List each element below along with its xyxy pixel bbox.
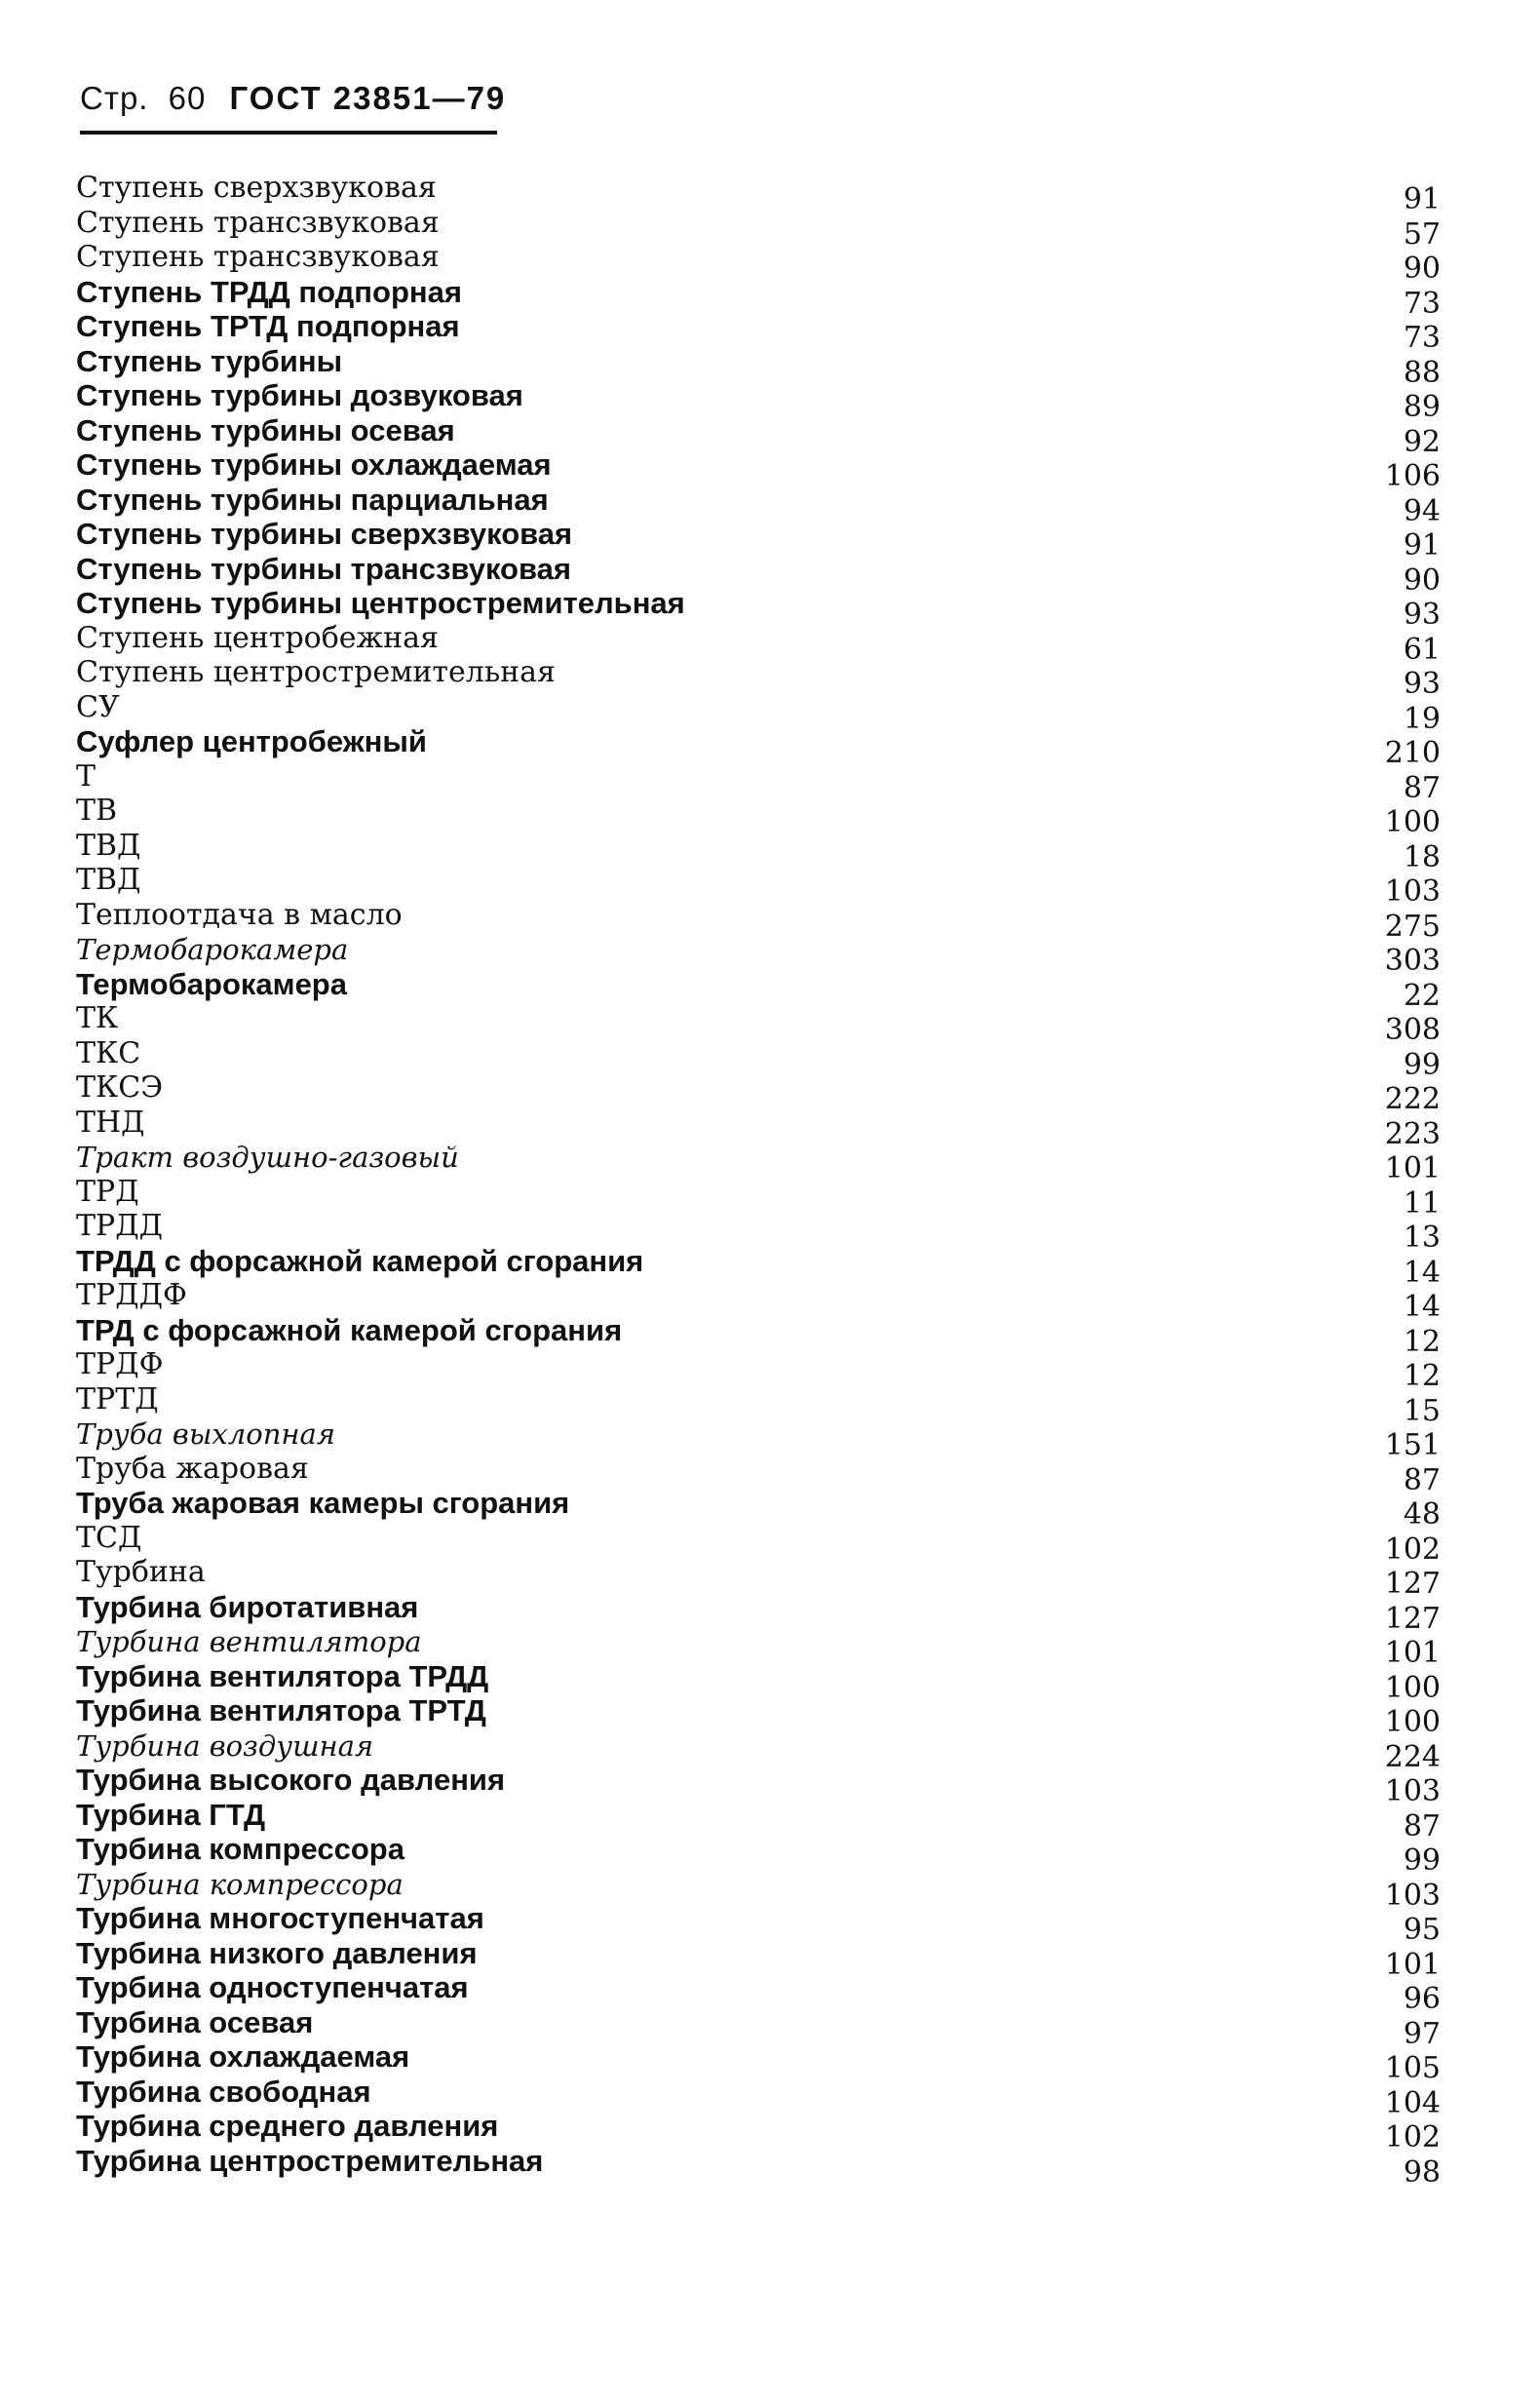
page-reference: 224 [1384, 1739, 1441, 1774]
index-term: ТВ [76, 794, 118, 828]
index-term: ТРТД [76, 1381, 159, 1416]
page-reference: 48 [1403, 1497, 1441, 1532]
index-entry [58, 966, 1462, 1013]
index-term: Ступень центростремительная [76, 655, 556, 689]
index-entry [58, 1763, 1462, 1808]
index-term: Ступень сверхзвуковая [76, 171, 437, 205]
index-term: Турбина компрессора [76, 1867, 404, 1901]
index-entry [58, 863, 1462, 909]
page-reference: 57 [1403, 216, 1441, 252]
page-reference: 210 [1384, 736, 1441, 770]
index-term: Турбина компрессора [76, 1832, 404, 1866]
page-reference: 101 [1384, 1151, 1441, 1185]
index-term: Тракт воздушно-газовый [76, 1141, 459, 1174]
index-term: ТРД [76, 1174, 139, 1209]
index-term: Ступень турбины центростремительная [76, 586, 685, 620]
index-term: Турбина центростремительная [76, 2143, 544, 2178]
page-reference: 12 [1403, 1359, 1441, 1393]
index-term: Турбина вентилятора [76, 1625, 422, 1658]
index-term: Турбина осевая [76, 2004, 314, 2039]
index-entry [58, 1381, 1462, 1428]
index-entry [58, 309, 1462, 355]
page-reference: 102 [1384, 2120, 1441, 2154]
index-entry [58, 1935, 1462, 1982]
index-term: Турбина охлаждаемая [76, 2039, 410, 2074]
index-entry [58, 2109, 1462, 2154]
page-reference: 99 [1403, 1843, 1441, 1878]
page-reference: 102 [1384, 1532, 1441, 1567]
index-entry [58, 1070, 1462, 1116]
page-reference: 308 [1384, 1013, 1441, 1047]
page-reference: 92 [1403, 424, 1441, 459]
index-term: Турбина [76, 1555, 206, 1589]
index-term: Ступень ТРТД подпорная [76, 309, 460, 343]
page-reference: 14 [1403, 1255, 1441, 1290]
index-entry [58, 1174, 1462, 1221]
page-reference: 100 [1384, 1670, 1441, 1705]
index-term: Т [76, 758, 96, 794]
page-reference: 90 [1403, 563, 1441, 598]
page-reference: 96 [1403, 1982, 1441, 2016]
page-reference: 127 [1384, 1567, 1441, 1601]
index-entry [58, 1347, 1462, 1393]
index-term: ТРДД с форсажной камерой сгорания [76, 1243, 644, 1278]
index-term: СУ [76, 689, 120, 724]
index-entry [58, 447, 1462, 493]
index-term: Труба жаровая камеры сгорания [76, 1486, 570, 1520]
page-reference: 95 [1403, 1913, 1441, 1947]
page-reference: 99 [1403, 1047, 1441, 1082]
index-entry [58, 2004, 1462, 2051]
index-entry [58, 1141, 1462, 1185]
page-reference: 90 [1403, 252, 1441, 286]
index-entry [58, 655, 1462, 701]
page-reference: 103 [1384, 1774, 1441, 1808]
index-entry [58, 517, 1462, 563]
index-entry [58, 1867, 1462, 1913]
index-term: Турбина низкого давления [76, 1935, 478, 1970]
index-entry [58, 1658, 1462, 1705]
page-reference: 88 [1403, 355, 1441, 390]
page-reference: 101 [1384, 1636, 1441, 1670]
page-reference: 101 [1384, 1947, 1441, 1982]
standard-designation: ГОСТ 23851—79 [229, 80, 507, 116]
page-reference: 303 [1384, 944, 1441, 978]
page-reference: 73 [1403, 321, 1441, 355]
index-term: Ступень трансзвуковая [76, 240, 440, 274]
index-term: Ступень турбины парциальная [76, 482, 549, 517]
index-term: Ступень центробежная [76, 620, 439, 655]
index-term: Термобарокамера [76, 933, 349, 966]
index-term: ТСД [76, 1520, 142, 1555]
index-entry [58, 724, 1462, 770]
page-reference: 91 [1403, 182, 1441, 216]
index-term: Турбина среднего давления [76, 2109, 499, 2143]
page-reference: 12 [1403, 1324, 1441, 1359]
index-term: Ступень турбины трансзвуковая [76, 551, 571, 586]
index-term: Термобарокамера [76, 966, 347, 1001]
index-term: Ступень турбины дозвуковая [76, 378, 523, 412]
index-entry [58, 1278, 1462, 1324]
index-entry [58, 1035, 1462, 1082]
index-entry [58, 1243, 1462, 1290]
index-term: Турбина многоступенчатая [76, 1901, 484, 1935]
index-term: ТРДД [76, 1209, 163, 1243]
page-reference: 151 [1384, 1428, 1441, 1462]
page-reference: 100 [1384, 1705, 1441, 1739]
page-reference: 103 [1384, 874, 1441, 909]
index-term: ТРД с форсажной камерой сгорания [76, 1312, 623, 1347]
index-term: Турбина одноступенчатая [76, 1970, 469, 2004]
index-term: Турбина вентилятора ТРДД [76, 1658, 489, 1693]
index-term: Ступень ТРДД подпорная [76, 274, 462, 309]
page-header [80, 80, 506, 117]
index-term: Ступень трансзвуковая [76, 205, 440, 240]
index-entry [58, 1589, 1462, 1636]
index-term: ТК [76, 1001, 119, 1035]
index-term: Ступень турбины охлаждаемая [76, 447, 552, 482]
index-term: Труба выхлопная [76, 1417, 335, 1451]
page-reference: 93 [1403, 598, 1441, 632]
header-rule [80, 131, 497, 135]
page-reference: 87 [1403, 770, 1441, 805]
index-term: Теплоотдача в масло [76, 897, 403, 932]
index-term: ТКСЭ [76, 1070, 164, 1105]
page-reference: 89 [1403, 390, 1441, 424]
index-entry [58, 1417, 1462, 1462]
index-term: Ступень турбины [76, 343, 343, 378]
page-reference: 61 [1403, 632, 1441, 667]
index-entry [58, 1451, 1462, 1497]
page-reference: 11 [1403, 1185, 1441, 1221]
page-reference: 103 [1384, 1878, 1441, 1913]
index-entry [58, 2039, 1462, 2085]
index-term: Ступень турбины сверхзвуковая [76, 517, 573, 551]
index-entry [58, 1520, 1462, 1567]
index-entry [58, 1832, 1462, 1878]
page-reference: 73 [1403, 286, 1441, 321]
page-number: 60 [168, 80, 207, 116]
index-entry [58, 758, 1462, 805]
page-reference: 22 [1403, 978, 1441, 1013]
index-term: ТНД [76, 1105, 145, 1140]
index-entry [58, 482, 1462, 528]
page-reference: 105 [1384, 2051, 1441, 2085]
page-reference: 14 [1403, 1290, 1441, 1324]
index-entry [58, 378, 1462, 424]
index-term: Труба жаровая [76, 1451, 309, 1486]
index-term: Турбина воздушная [76, 1728, 374, 1763]
page-reference: 93 [1403, 667, 1441, 701]
index-entry [58, 274, 1462, 321]
page-reference: 15 [1403, 1393, 1441, 1428]
page-reference: 87 [1403, 1808, 1441, 1843]
page-reference: 87 [1403, 1462, 1441, 1497]
index-entry [58, 1001, 1462, 1047]
index-entry [58, 343, 1462, 390]
index-term: Суфлер центробежный [76, 724, 427, 758]
index-entry [58, 1625, 1462, 1670]
index-term: Турбина вентилятора ТРТД [76, 1693, 486, 1727]
index-entry [58, 412, 1462, 459]
index-entry [58, 240, 1462, 286]
index-entry [58, 205, 1462, 252]
page-reference: 13 [1403, 1221, 1441, 1255]
index-term: ТКС [76, 1035, 141, 1070]
page-reference: 223 [1384, 1116, 1441, 1151]
page-reference: 222 [1384, 1082, 1441, 1116]
index-entry [58, 1797, 1462, 1843]
index-entry [58, 1486, 1462, 1532]
page-reference: 127 [1384, 1601, 1441, 1636]
index-entry [58, 2143, 1462, 2190]
index-term: Турбина свободная [76, 2074, 371, 2109]
page-reference: 100 [1384, 805, 1441, 839]
index-entry [58, 171, 1462, 216]
page-reference: 97 [1403, 2016, 1441, 2051]
index-entry [58, 586, 1462, 632]
index-entry [58, 828, 1462, 874]
index-entry [58, 1693, 1462, 1739]
index-entry [58, 551, 1462, 598]
index-entry [58, 1728, 1462, 1774]
page-reference: 98 [1403, 2154, 1441, 2190]
page-reference: 18 [1403, 839, 1441, 874]
page-reference: 106 [1384, 459, 1441, 493]
index-term: Турбина ГТД [76, 1797, 266, 1832]
index-term: ТРДФ [76, 1347, 164, 1381]
page-reference: 91 [1403, 528, 1441, 563]
index-entry [58, 1105, 1462, 1151]
index-entry [58, 1312, 1462, 1359]
index-term: Турбина биротативная [76, 1589, 419, 1624]
index-entry [58, 1209, 1462, 1255]
index-entry [58, 689, 1462, 736]
index-term: ТВД [76, 828, 141, 863]
index-entry [58, 2074, 1462, 2120]
page-reference: 104 [1384, 2085, 1441, 2120]
index-term: ТРДДФ [76, 1278, 187, 1312]
index-entry [58, 933, 1462, 978]
page-reference: 94 [1403, 493, 1441, 528]
index-entry [58, 620, 1462, 667]
index-entry [58, 1901, 1462, 1947]
index-entry [58, 1555, 1462, 1601]
index-entry [58, 897, 1462, 944]
index-entry [58, 794, 1462, 839]
index-term: ТВД [76, 863, 141, 897]
index-entry [58, 1970, 1462, 2016]
page-reference: 275 [1384, 909, 1441, 944]
page-reference: 19 [1403, 701, 1441, 736]
index-list [58, 171, 1462, 2190]
index-term: Турбина высокого давления [76, 1763, 506, 1797]
index-term: Ступень турбины осевая [76, 412, 455, 447]
page-label: Стр. [80, 80, 149, 116]
